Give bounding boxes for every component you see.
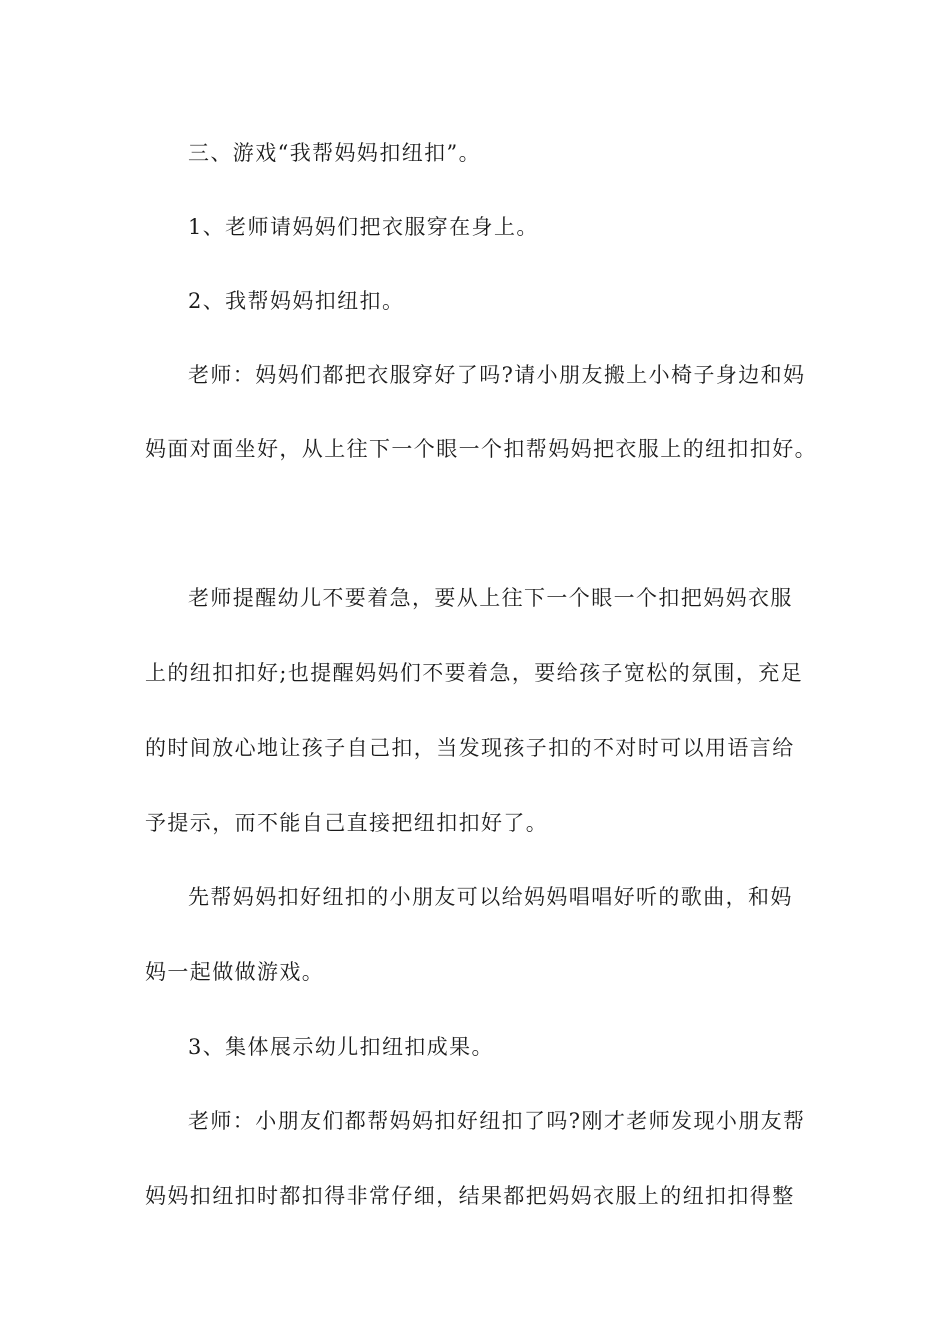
paragraph-line: 老师：妈妈们都把衣服穿好了吗?请小朋友搬上小椅子身边和妈 bbox=[188, 363, 806, 387]
paragraph-line: 上的纽扣扣好;也提醒妈妈们不要着急，要给孩子宽松的氛围，充足 bbox=[145, 661, 804, 685]
paragraph-line: 妈一起做做游戏。 bbox=[145, 960, 325, 984]
paragraph-line: 妈妈扣纽扣时都扣得非常仔细，结果都把妈妈衣服上的纽扣扣得整 bbox=[145, 1184, 795, 1208]
paragraph-line: 老师提醒幼儿不要着急，要从上往下一个眼一个扣把妈妈衣服 bbox=[188, 586, 793, 610]
paragraph-line: 妈面对面坐好，从上往下一个眼一个扣帮妈妈把衣服上的纽扣扣好。 bbox=[145, 437, 817, 461]
paragraph-line: 予提示，而不能自己直接把纽扣扣好了。 bbox=[145, 811, 549, 835]
step-3-line: 3、集体展示幼儿扣纽扣成果。 bbox=[188, 1035, 494, 1059]
paragraph-line: 老师：小朋友们都帮妈妈扣好纽扣了吗?刚才老师发现小朋友帮 bbox=[188, 1109, 806, 1133]
section-heading: 三、游戏“我帮妈妈扣纽扣”。 bbox=[188, 141, 482, 165]
step-2-line: 2、我帮妈妈扣纽扣。 bbox=[188, 289, 405, 313]
paragraph-line: 的时间放心地让孩子自己扣，当发现孩子扣的不对时可以用语言给 bbox=[145, 736, 795, 760]
paragraph-line: 先帮妈妈扣好纽扣的小朋友可以给妈妈唱唱好听的歌曲，和妈 bbox=[188, 885, 793, 909]
step-1-line: 1、老师请妈妈们把衣服穿在身上。 bbox=[188, 215, 539, 239]
